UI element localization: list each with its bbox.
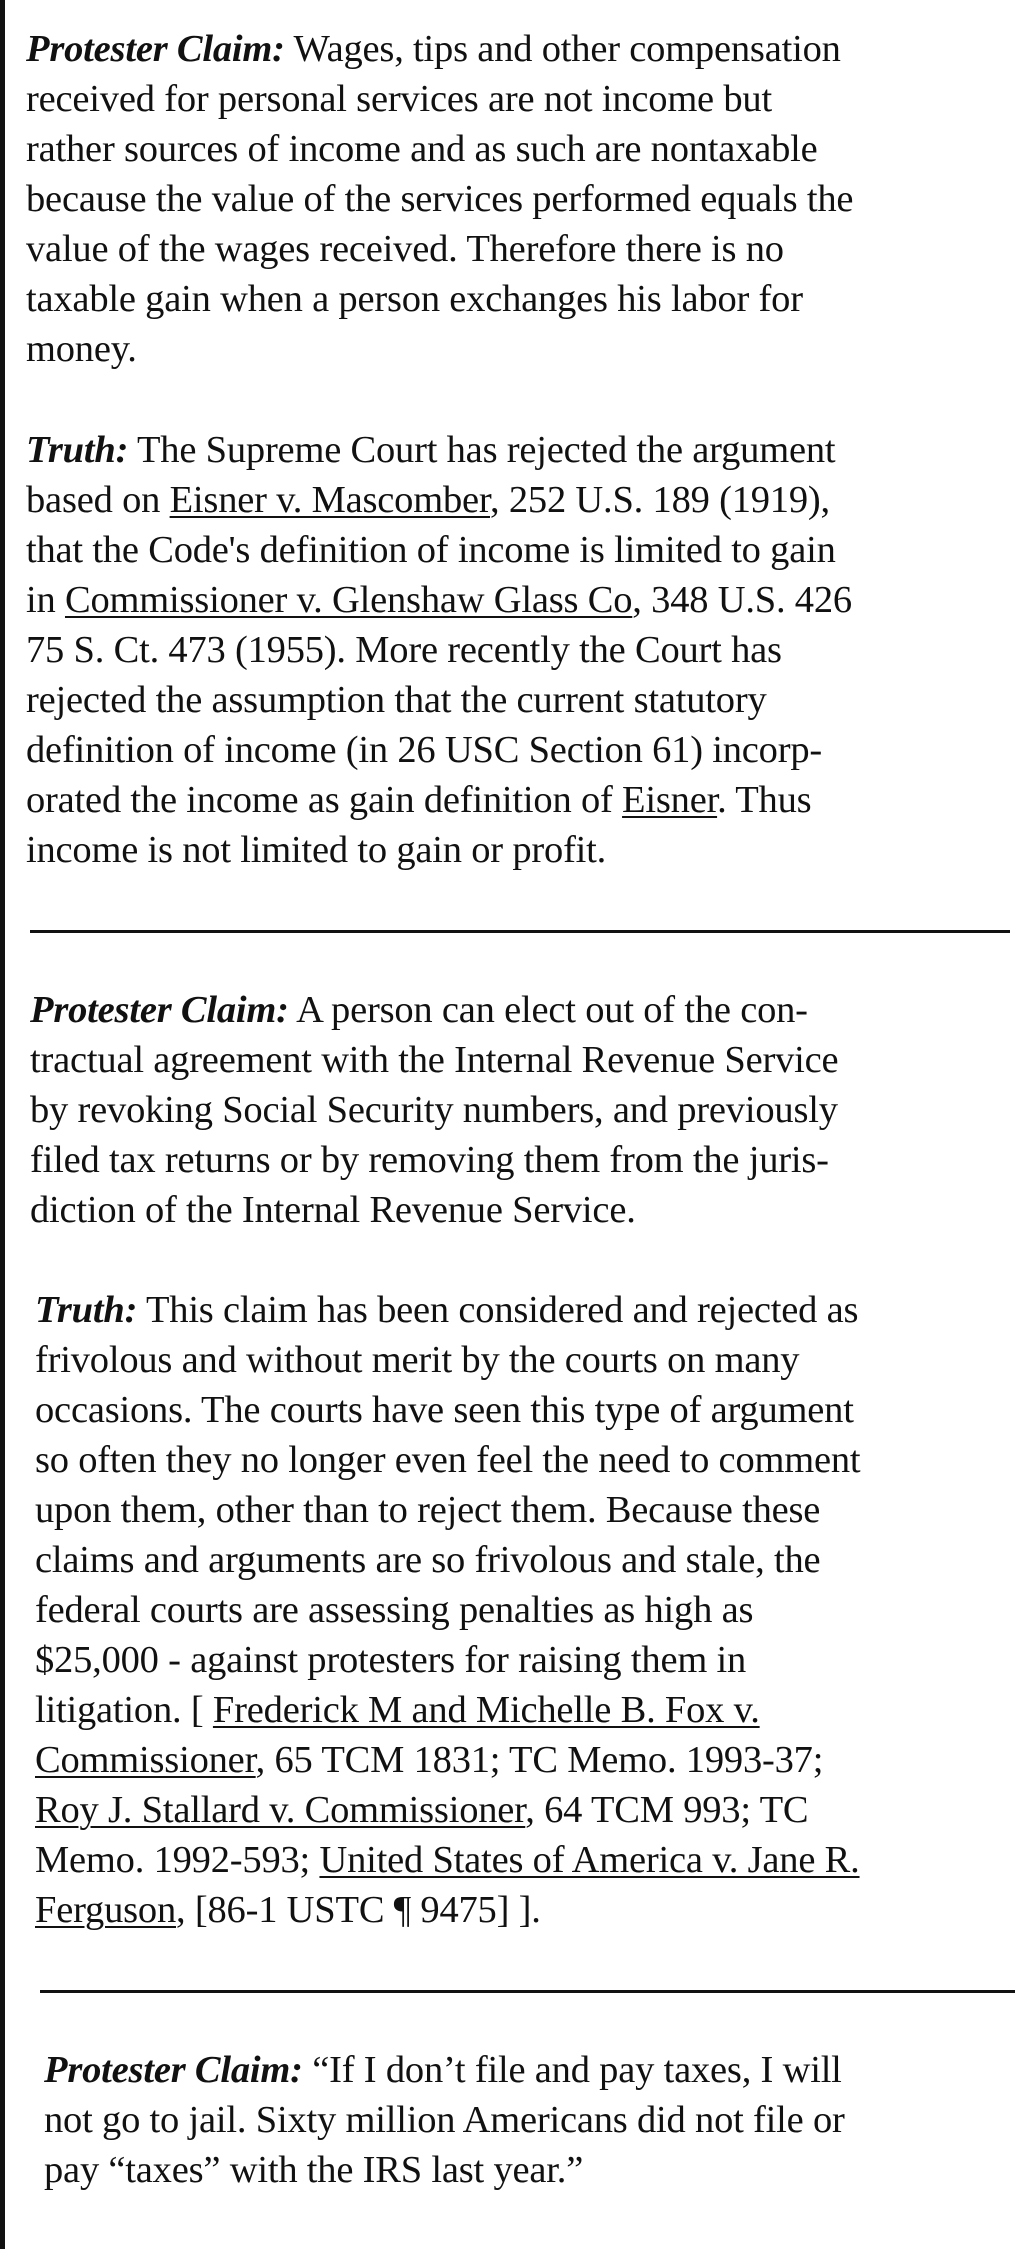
claim-1-line-6: taxable gain when a person exchanges his labor for: [26, 278, 803, 320]
section-divider: [30, 930, 1010, 933]
truth-1-label: Truth:: [26, 429, 129, 471]
truth-2-line-2: frivolous and without merit by the courts on many: [35, 1339, 800, 1381]
claim-2-line-4: filed tax returns or by removing them from the juris-: [30, 1139, 829, 1181]
truth-1: [26, 425, 1006, 875]
truth-1-line-1: Truth: The Supreme Court has rejected the argument: [26, 429, 836, 471]
truth-2-line-7: federal courts are assessing penalties as high as: [35, 1589, 754, 1631]
left-border-rule: [0, 0, 5, 2249]
truth-2-label: Truth:: [35, 1289, 138, 1331]
truth-2-line-4: so often they no longer even feel the need to comment: [35, 1439, 861, 1481]
truth-2-line-10: Commissioner, 65 TCM 1831; TC Memo. 1993-37;: [35, 1739, 824, 1781]
claim-3-label: Protester Claim:: [44, 2049, 303, 2091]
truth-1-line-4: in Commissioner v. Glenshaw Glass Co, 348 U.S. 426: [26, 579, 852, 621]
truth-1-line-5: 75 S. Ct. 473 (1955). More recently the Court has: [26, 629, 782, 671]
truth-1-line-6: rejected the assumption that the current statutory: [26, 679, 767, 721]
case-citation: Eisner v. Mascomber: [169, 479, 490, 521]
claim-1-line-7: money.: [26, 328, 137, 370]
protester-claim-3: [44, 2045, 1014, 2195]
claim-1-line-2: received for personal services are not income but: [26, 78, 772, 120]
truth-2-line-12: Memo. 1992-593; United States of America v. Jane R.: [35, 1839, 860, 1881]
case-citation: Commissioner v. Glenshaw Glass Co: [64, 579, 633, 621]
case-citation: United States of America v. Jane R.: [319, 1839, 860, 1881]
truth-1-line-2: based on Eisner v. Mascomber, 252 U.S. 189 (1919),: [26, 479, 830, 521]
section-divider: [40, 1990, 1015, 1993]
claim-2-line-5: diction of the Internal Revenue Service.: [30, 1189, 636, 1231]
truth-2-line-6: claims and arguments are so frivolous and stale, the: [35, 1539, 821, 1581]
claim-1-line-5: value of the wages received. Therefore there is no: [26, 228, 784, 270]
claim-2-label: Protester Claim:: [30, 989, 289, 1031]
truth-2-line-11: Roy J. Stallard v. Commissioner, 64 TCM 993; TC: [35, 1789, 809, 1831]
case-citation: Ferguson: [35, 1889, 177, 1931]
claim-2-line-2: tractual agreement with the Internal Revenue Service: [30, 1039, 839, 1081]
case-citation: Roy J. Stallard v. Commissioner: [35, 1789, 526, 1831]
truth-1-line-3: that the Code's definition of income is limited to gain: [26, 529, 836, 571]
claim-1-line-1: Protester Claim: Wages, tips and other compensation: [26, 28, 841, 70]
claim-2-line-1: Protester Claim: A person can elect out of the con-: [30, 989, 808, 1031]
claim-3-line-3: pay “taxes” with the IRS last year.”: [44, 2149, 584, 2191]
claim-3-line-1: Protester Claim: “If I don’t file and pay taxes, I will: [44, 2049, 842, 2091]
case-citation: Commissioner: [35, 1739, 256, 1781]
protester-claim-2: [30, 985, 1010, 1235]
truth-2-line-8: $25,000 - against protesters for raising them in: [35, 1639, 747, 1681]
case-citation: Eisner: [622, 779, 718, 821]
claim-2-line-3: by revoking Social Security numbers, and previously: [30, 1089, 838, 1131]
protester-claim-1: [26, 24, 1006, 374]
truth-2-line-5: upon them, other than to reject them. Because these: [35, 1489, 821, 1531]
truth-2-line-1: Truth: This claim has been considered and rejected as: [35, 1289, 859, 1331]
claim-3-line-2: not go to jail. Sixty million Americans did not file or: [44, 2099, 845, 2141]
truth-1-line-8: orated the income as gain definition of Eisner. Thus: [26, 779, 812, 821]
case-citation: Frederick M and Michelle B. Fox v.: [212, 1689, 760, 1731]
truth-2-line-13: Ferguson, [86-1 USTC ¶ 9475] ].: [35, 1889, 541, 1931]
truth-1-line-9: income is not limited to gain or profit.: [26, 829, 607, 871]
truth-1-line-7: definition of income (in 26 USC Section 61) incorp-: [26, 729, 823, 771]
truth-2-line-3: occasions. The courts have seen this type of argument: [35, 1389, 854, 1431]
truth-2-line-9: litigation. [ Frederick M and Michelle B. Fox v.: [35, 1689, 760, 1731]
truth-2: [35, 1285, 1015, 1935]
claim-1-line-3: rather sources of income and as such are nontaxable: [26, 128, 818, 170]
claim-1-label: Protester Claim:: [26, 28, 285, 70]
claim-1-line-4: because the value of the services performed equals the: [26, 178, 854, 220]
